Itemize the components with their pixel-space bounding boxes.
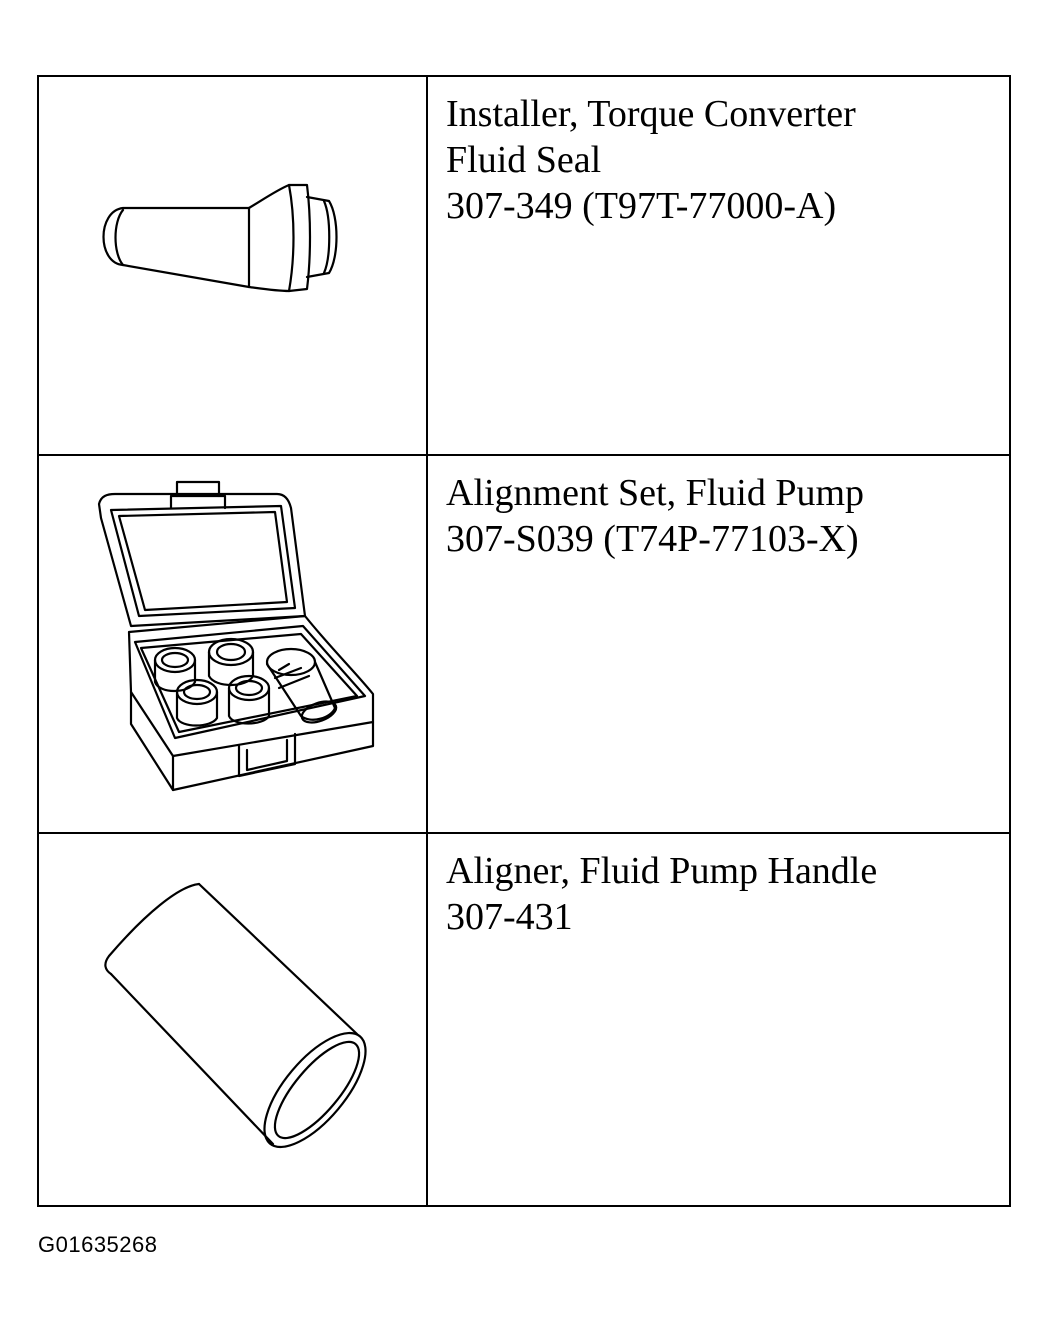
tool-part-number: 307-S039 (T74P-77103-X) [446,518,859,560]
tool-name-continued: Fluid Seal [446,139,602,181]
tool-name: Alignment Set, Fluid Pump [446,472,865,514]
tool-image-cell [39,456,428,832]
tool-name: Installer, Torque Converter [446,93,856,135]
tool-row-torque-converter-installer [39,77,1009,456]
figure-id: G01635268 [38,1232,158,1257]
tool-part-number: 307-431 [446,896,573,938]
tool-row-pump-handle-aligner [39,834,1009,1207]
tool-row-alignment-set [39,456,1009,834]
tool-name: Aligner, Fluid Pump Handle [446,850,878,892]
tool-image-cell [39,834,428,1207]
tool-part-number: 307-349 (T97T-77000-A) [446,185,837,227]
alignment-set-case-icon [39,456,428,834]
special-tools-table [37,75,1011,1207]
seal-installer-icon [39,77,428,456]
tool-image-cell [39,77,428,454]
tool-description [446,470,999,562]
tool-description [446,91,999,229]
tool-description [446,848,999,940]
pump-handle-aligner-icon [39,834,428,1207]
